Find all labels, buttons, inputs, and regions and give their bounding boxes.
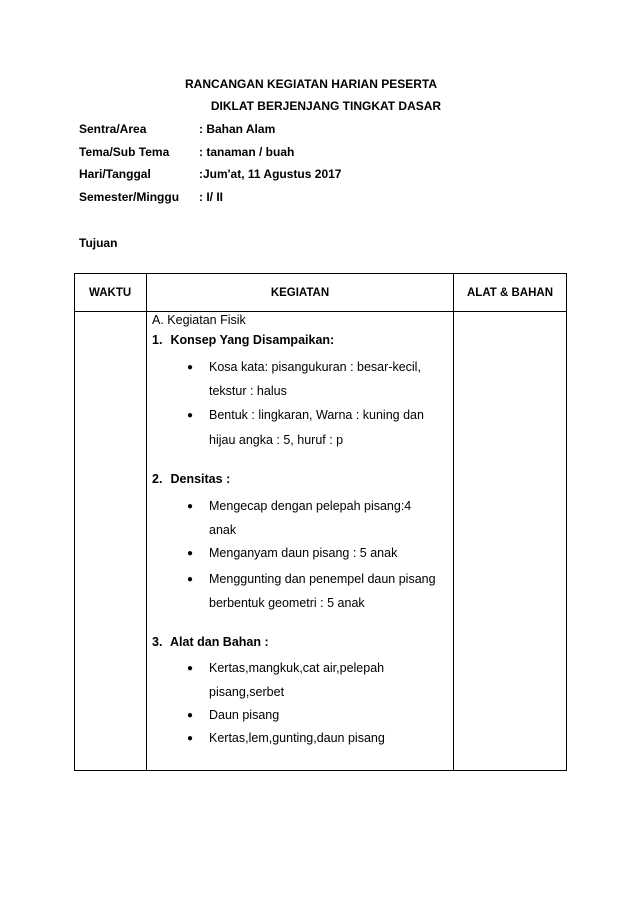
activity-table [74, 273, 567, 771]
list-item-continued: pisang,serbet [209, 685, 285, 699]
list-item: Menggunting dan penempel daun pisang [209, 572, 436, 586]
table-header-row [75, 274, 567, 312]
list-item: Mengecap dengan pelepah pisang:4 [209, 499, 412, 513]
info-label: Semester/Minggu [79, 190, 180, 204]
section-2-heading [152, 472, 230, 486]
info-label: Sentra/Area [79, 122, 147, 136]
bullet-icon: ● [187, 501, 194, 512]
document-title-line1: RANCANGAN KEGIATAN HARIAN PESERTA [185, 77, 437, 91]
info-label: Tema/Sub Tema [79, 145, 170, 159]
info-value: : I/ II [199, 190, 223, 204]
info-value: : tanaman / buah [199, 145, 295, 159]
section-title: Alat dan Bahan : [170, 635, 269, 649]
header-kegiatan: KEGIATAN [147, 274, 454, 312]
info-label: Hari/Tanggal [79, 167, 151, 181]
info-value: : Bahan Alam [199, 122, 276, 136]
waktu-cell [75, 312, 147, 771]
list-item: Kertas,lem,gunting,daun pisang [209, 731, 385, 745]
list-item: Kertas,mangkuk,cat air,pelepah [209, 661, 385, 675]
info-value: :Jum'at, 11 Agustus 2017 [199, 167, 342, 181]
section-title: Densitas : [170, 472, 231, 486]
section-number: 2. [152, 472, 163, 486]
header-waktu: WAKTU [75, 274, 147, 312]
alat-bahan-cell [454, 312, 567, 771]
tujuan-label: Tujuan [79, 236, 118, 250]
section-a-heading: A. Kegiatan Fisik [152, 313, 246, 327]
table-row [75, 312, 567, 771]
header-alat-bahan: ALAT & BAHAN [454, 274, 567, 312]
document-title-line2: DIKLAT BERJENJANG TINGKAT DASAR [210, 99, 442, 113]
section-number: 1. [152, 333, 163, 347]
bullet-icon: ● [187, 362, 194, 373]
section-1-heading [152, 333, 334, 347]
list-item-continued: tekstur : halus [209, 384, 287, 398]
kegiatan-cell [147, 312, 454, 771]
bullet-icon: ● [187, 548, 194, 559]
bullet-icon: ● [187, 710, 194, 721]
list-item: Menganyam daun pisang : 5 anak [209, 546, 398, 560]
list-item: Kosa kata: pisangukuran : besar-kecil, [209, 360, 421, 374]
list-item-continued: anak [209, 523, 237, 537]
bullet-icon: ● [187, 733, 194, 744]
bullet-icon: ● [187, 663, 194, 674]
list-item-continued: berbentuk geometri : 5 anak [209, 596, 365, 610]
bullet-icon: ● [187, 574, 194, 585]
list-item: Bentuk : lingkaran, Warna : kuning dan [209, 408, 424, 422]
bullet-icon: ● [187, 410, 194, 421]
section-number: 3. [152, 635, 163, 649]
section-title: Konsep Yang Disampaikan: [170, 333, 335, 347]
section-3-heading [152, 635, 269, 649]
list-item-continued: hijau angka : 5, huruf : p [209, 433, 344, 447]
list-item: Daun pisang [209, 708, 280, 722]
